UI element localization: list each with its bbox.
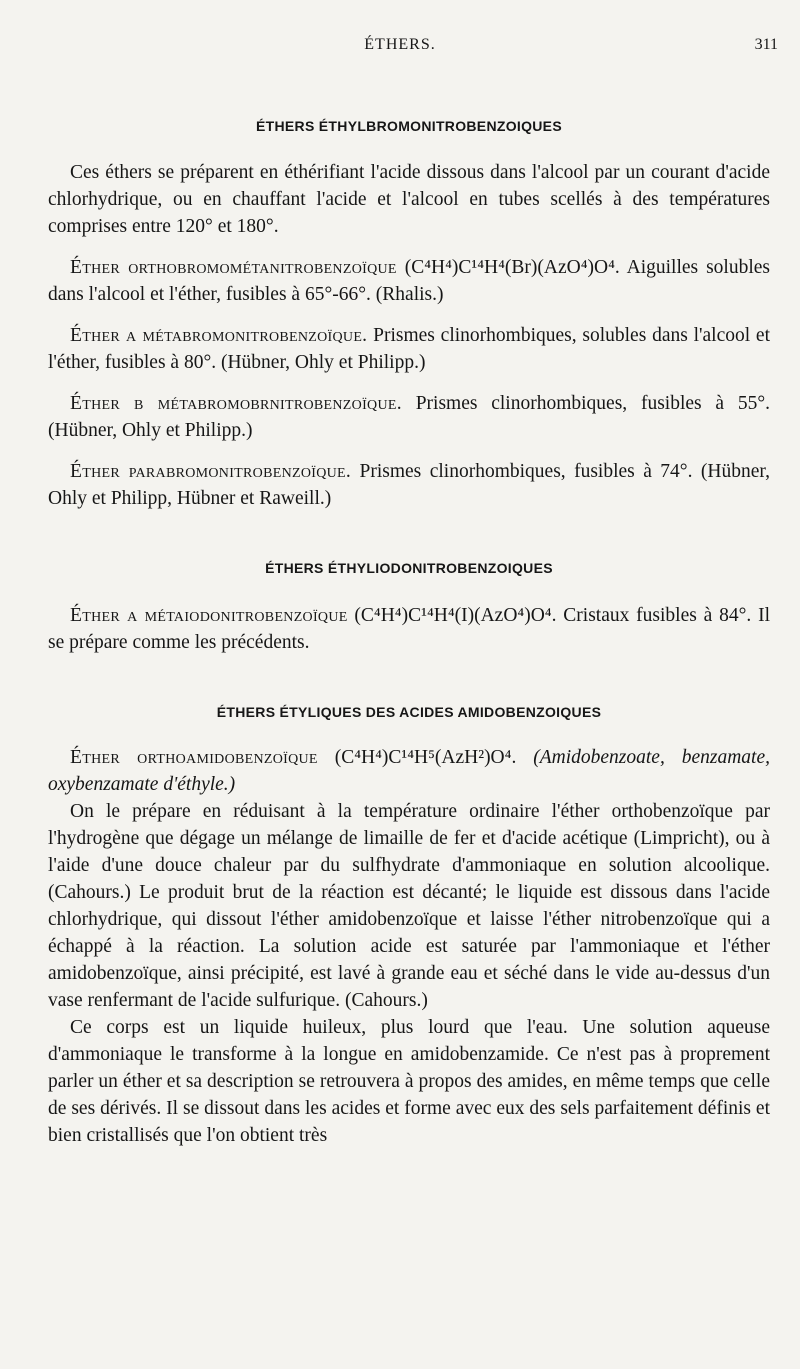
entry-alpha-metabromo [48,322,770,376]
intro-paragraph: Ces éthers se préparent en éthérifiant l'acide dissous dans l'alcool par un courant d'acide chlorhydrique, ou en chauffant l'acide et l'alcool en tubes scellés à des températures comprises entre 120° et 180°. [48,162,770,237]
entry-beta-metabromo [48,390,770,444]
entry-name: Éther α métabromonitrobenzoïque. [70,325,368,346]
preparation-paragraph: On le prépare en réduisant à la température ordinaire l'éther orthobenzoïque par l'hydrogène que dégage un mélange de limaille de fer et d'acide acétique (Limpricht), ou à l'aide d'une douce chaleur par du sulfhydrate d'ammoniaque en solution alcoolique. (Cahours.) Le produit brut de la réaction est décanté; le liquide est dissous dans l'acide chlorhydrique, qui dissout l'éther amidobenzoïque et laisse l'éther nitrobenzoïque qui a échappé à la réaction. La solution acide est saturée par l'ammoniaque et l'éther amidobenzoïque, ainsi précipité, est lavé à grande eau et séché dans le vide au-dessus d'un vase renfermant de l'acide sulfurique. (Cahours.) [48,801,770,1011]
entry-orthobromo [48,254,770,308]
entry-name: Éther orthobromométanitrobenzoïque [70,257,397,278]
page-content [48,118,770,1149]
running-title: ÉTHERS. [364,36,436,53]
entry-text: Cristaux fusibles à 84°. Il se prépare comme les précédents. [48,605,771,653]
entry-formula: (C⁴H⁴)C¹⁴H⁵(AzH²)O⁴. [334,747,517,768]
entry-name: Éther β métabromobrnitrobenzoïque. [70,393,402,414]
running-head [0,36,800,58]
entry-name: Éther α métaiodonitrobenzoïque [70,605,348,626]
entry-text: Prismes clinorhombiques, solubles dans l'alcool et l'éther, fusibles à 80°. (Hübner, Ohly et Philipp.) [48,325,771,373]
section-heading-iodonitro: ÉTHERS ÉTHYLIODONITROBENZOIQUES [265,560,553,576]
page-number: 311 [754,36,778,53]
entry-text: Prismes clinorhombiques, fusibles à 74°. (Hübner, Ohly et Philipp, Hübner et Raweill.) [48,461,770,509]
section-heading-bromonitro: ÉTHERS ÉTHYLBROMONITROBENZOIQUES [256,118,562,134]
entry-name: Éther orthoamidobenzoïque [70,747,318,768]
section-heading-amido: ÉTHERS ÉTYLIQUES DES ACIDES AMIDOBENZOIQUES [216,704,602,720]
entry-text: Aiguilles solubles dans l'alcool et l'éther, fusibles à 65°-66°. (Rhalis.) [48,257,770,305]
entry-text: Prismes clinorhombiques, fusibles à 55°. (Hübner, Ohly et Philipp.) [48,393,771,441]
entry-alpha-metaiodo [48,602,770,656]
entry-synonyms: (Amidobenzoate, benzamate, oxybenzamate d'éthyle.) [48,747,771,795]
entry-orthoamido [48,744,770,798]
entry-formula: (C⁴H⁴)C¹⁴H⁴(Br)(AzO⁴)O⁴. [404,257,620,278]
entry-name: Éther parabromonitrobenzoïque. [70,461,352,482]
properties-paragraph: Ce corps est un liquide huileux, plus lourd que l'eau. Une solution aqueuse d'ammoniaque le transforme à la longue en amidobenzamide. Ce n'est pas à proprement parler un éther et sa description se retrouvera à propos des amides, en même temps que celle de ses dérivés. Il se dissout dans les acides et forme avec eux des sels parfaitement définis et bien cristallisés que l'on obtient très [48,1017,770,1146]
entry-parabromo [48,458,770,512]
entry-formula: (C⁴H⁴)C¹⁴H⁴(I)(AzO⁴)O⁴. [354,605,557,626]
